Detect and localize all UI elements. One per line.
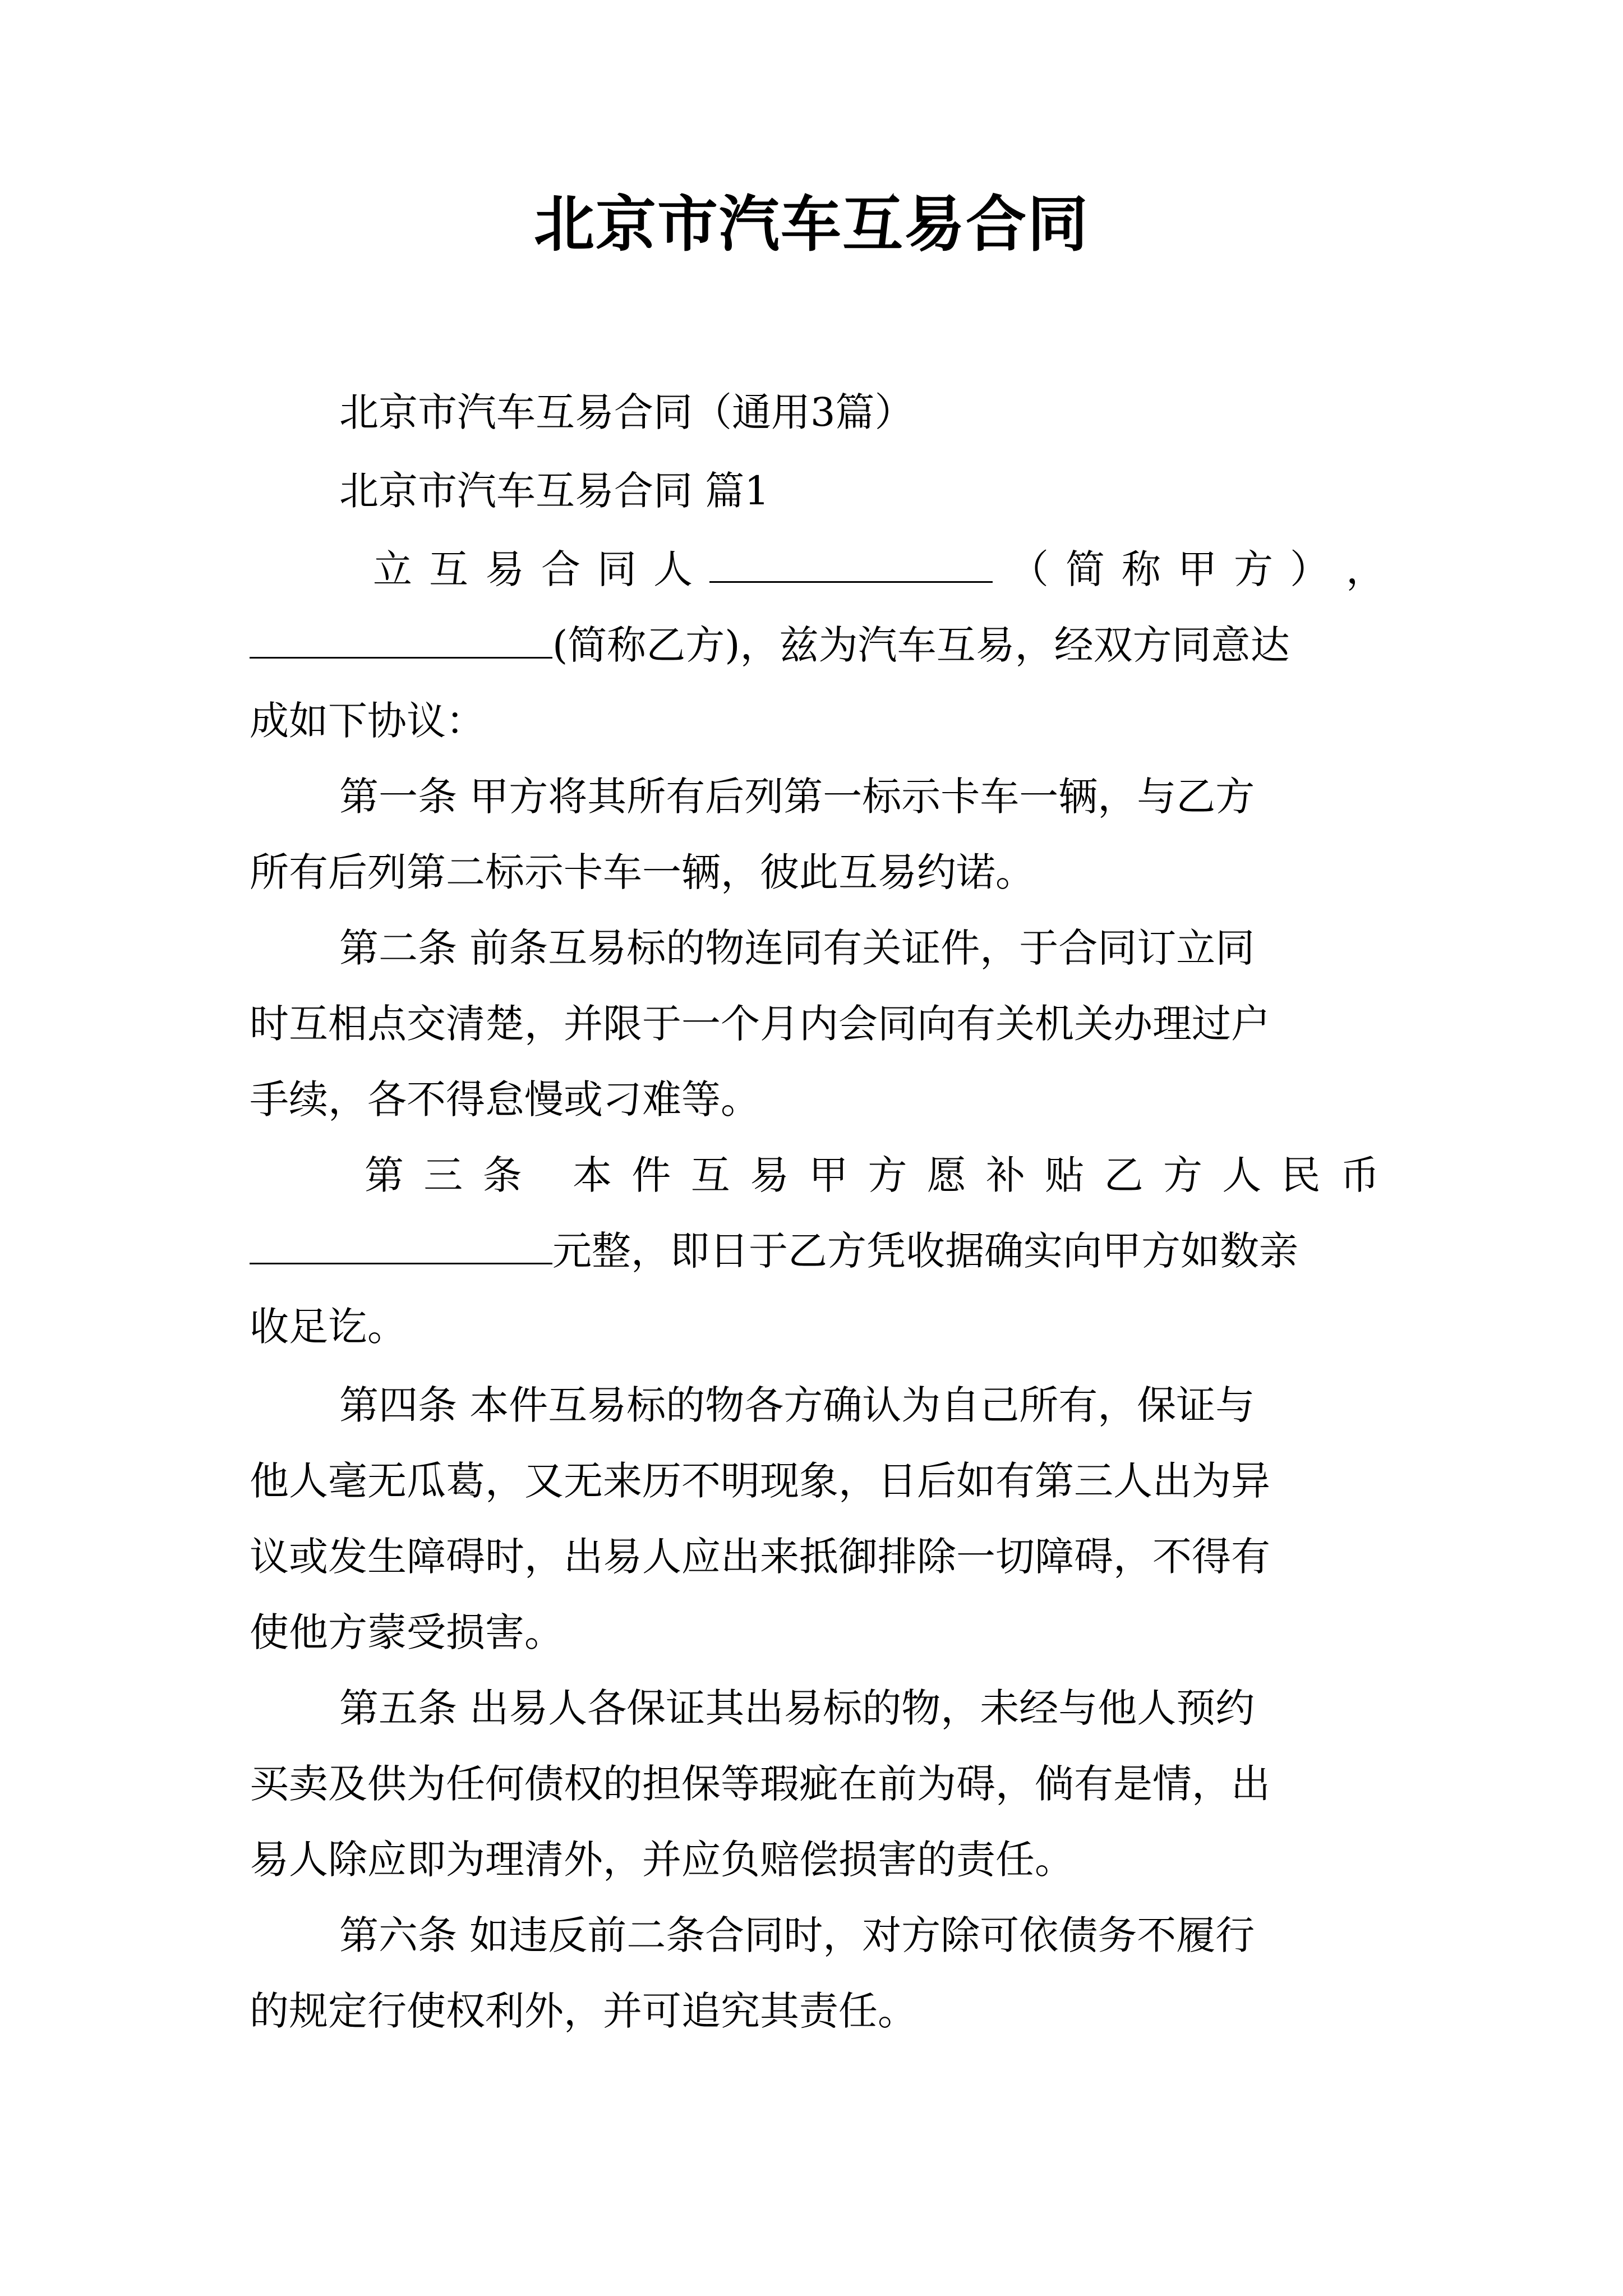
preamble-line-2 bbox=[250, 614, 1388, 676]
article-4-line-3: 议或发生障碍时，出易人应出来抵御排除一切障碍，不得有 bbox=[250, 1534, 1270, 1580]
article-3-line-3: 收足讫。 bbox=[250, 1304, 407, 1350]
preamble-char: 人 bbox=[653, 546, 693, 592]
article-3-char: 第 bbox=[365, 1152, 404, 1198]
preamble-char: 合 bbox=[541, 546, 580, 592]
section-heading: 北京市汽车互易合同 篇1 bbox=[339, 468, 769, 514]
document-title: 北京市汽车互易合同 bbox=[533, 189, 1089, 260]
article-5-line-1: 第五条 出易人各保证其出易标的物，未经与他人预约 bbox=[339, 1685, 1255, 1731]
article-3-char: 甲 bbox=[809, 1152, 849, 1198]
article-3-char: 乙 bbox=[1104, 1152, 1144, 1198]
preamble-char: 立 bbox=[373, 546, 412, 592]
article-1-line-1: 第一条 甲方将其所有后列第一标示卡车一辆，与乙方 bbox=[339, 774, 1255, 820]
preamble-char: （ bbox=[1009, 546, 1049, 592]
article-3-char: 方 bbox=[868, 1152, 907, 1198]
article-3-char: 愿 bbox=[926, 1152, 966, 1198]
article-3-text: 元整，即日于乙方凭收据确实向甲方如数亲 bbox=[552, 1228, 1298, 1274]
article-3-char: 三 bbox=[423, 1152, 463, 1198]
article-5-line-3: 易人除应即为理清外，并应负赔偿损害的责任。 bbox=[250, 1837, 1074, 1883]
preamble-char: ） bbox=[1290, 546, 1329, 592]
article-3-char: 民 bbox=[1281, 1152, 1321, 1198]
preamble-char: 甲 bbox=[1178, 546, 1217, 592]
article-2-line-1: 第二条 前条互易标的物连同有关证件，于合同订立同 bbox=[339, 925, 1255, 971]
article-3-char: 易 bbox=[749, 1152, 789, 1198]
article-2-line-3: 手续，各不得怠慢或刁难等。 bbox=[250, 1076, 760, 1122]
subtitle: 北京市汽车互易合同（通用3篇） bbox=[339, 389, 914, 435]
article-3-char: 币 bbox=[1340, 1152, 1380, 1198]
preamble-char: 互 bbox=[429, 546, 468, 592]
article-6-line-1: 第六条 如违反前二条合同时，对方除可依债务不履行 bbox=[339, 1912, 1255, 1958]
preamble-char: 方 bbox=[1234, 546, 1273, 592]
article-3-char: 互 bbox=[690, 1152, 730, 1198]
article-1-line-2: 所有后列第二标示卡车一辆，彼此互易约诺。 bbox=[250, 849, 1035, 895]
article-5-line-2: 买卖及供为任何债权的担保等瑕疵在前为碍，倘有是情，出 bbox=[250, 1761, 1270, 1807]
party-a-blank[interactable] bbox=[709, 549, 993, 583]
article-3-char: 件 bbox=[631, 1152, 671, 1198]
article-3-char: 条 bbox=[482, 1152, 522, 1198]
amount-blank[interactable] bbox=[250, 1230, 552, 1264]
article-6-line-2: 的规定行使权利外，并可追究其责任。 bbox=[250, 1988, 917, 2034]
article-3-line-2 bbox=[250, 1220, 1388, 1282]
article-3-char: 补 bbox=[986, 1152, 1026, 1198]
preamble-char: 易 bbox=[485, 546, 524, 592]
article-4-line-2: 他人毫无瓜葛，又无来历不明现象，日后如有第三人出为异 bbox=[250, 1458, 1270, 1504]
article-3-line-1 bbox=[365, 1144, 1380, 1206]
preamble-char: 称 bbox=[1122, 546, 1161, 592]
article-3-char: 方 bbox=[1163, 1152, 1202, 1198]
preamble-text: (简称乙方)，兹为汽车互易，经双方同意达 bbox=[552, 622, 1290, 668]
article-4-line-4: 使他方蒙受损害。 bbox=[250, 1609, 564, 1655]
party-b-blank[interactable] bbox=[250, 624, 552, 659]
preamble-line-3: 成如下协议： bbox=[250, 698, 485, 744]
article-2-line-2: 时互相点交清楚，并限于一个月内会同向有关机关办理过户 bbox=[250, 1001, 1270, 1047]
article-3-char: 本 bbox=[573, 1152, 612, 1198]
article-4-line-1: 第四条 本件互易标的物各方确认为自己所有，保证与 bbox=[339, 1382, 1255, 1428]
preamble-char: 同 bbox=[597, 546, 637, 592]
article-3-char: 人 bbox=[1222, 1152, 1262, 1198]
preamble-char: 简 bbox=[1066, 546, 1105, 592]
preamble-line-1 bbox=[373, 539, 1385, 600]
preamble-char: ， bbox=[1346, 546, 1385, 592]
article-3-char: 贴 bbox=[1045, 1152, 1085, 1198]
